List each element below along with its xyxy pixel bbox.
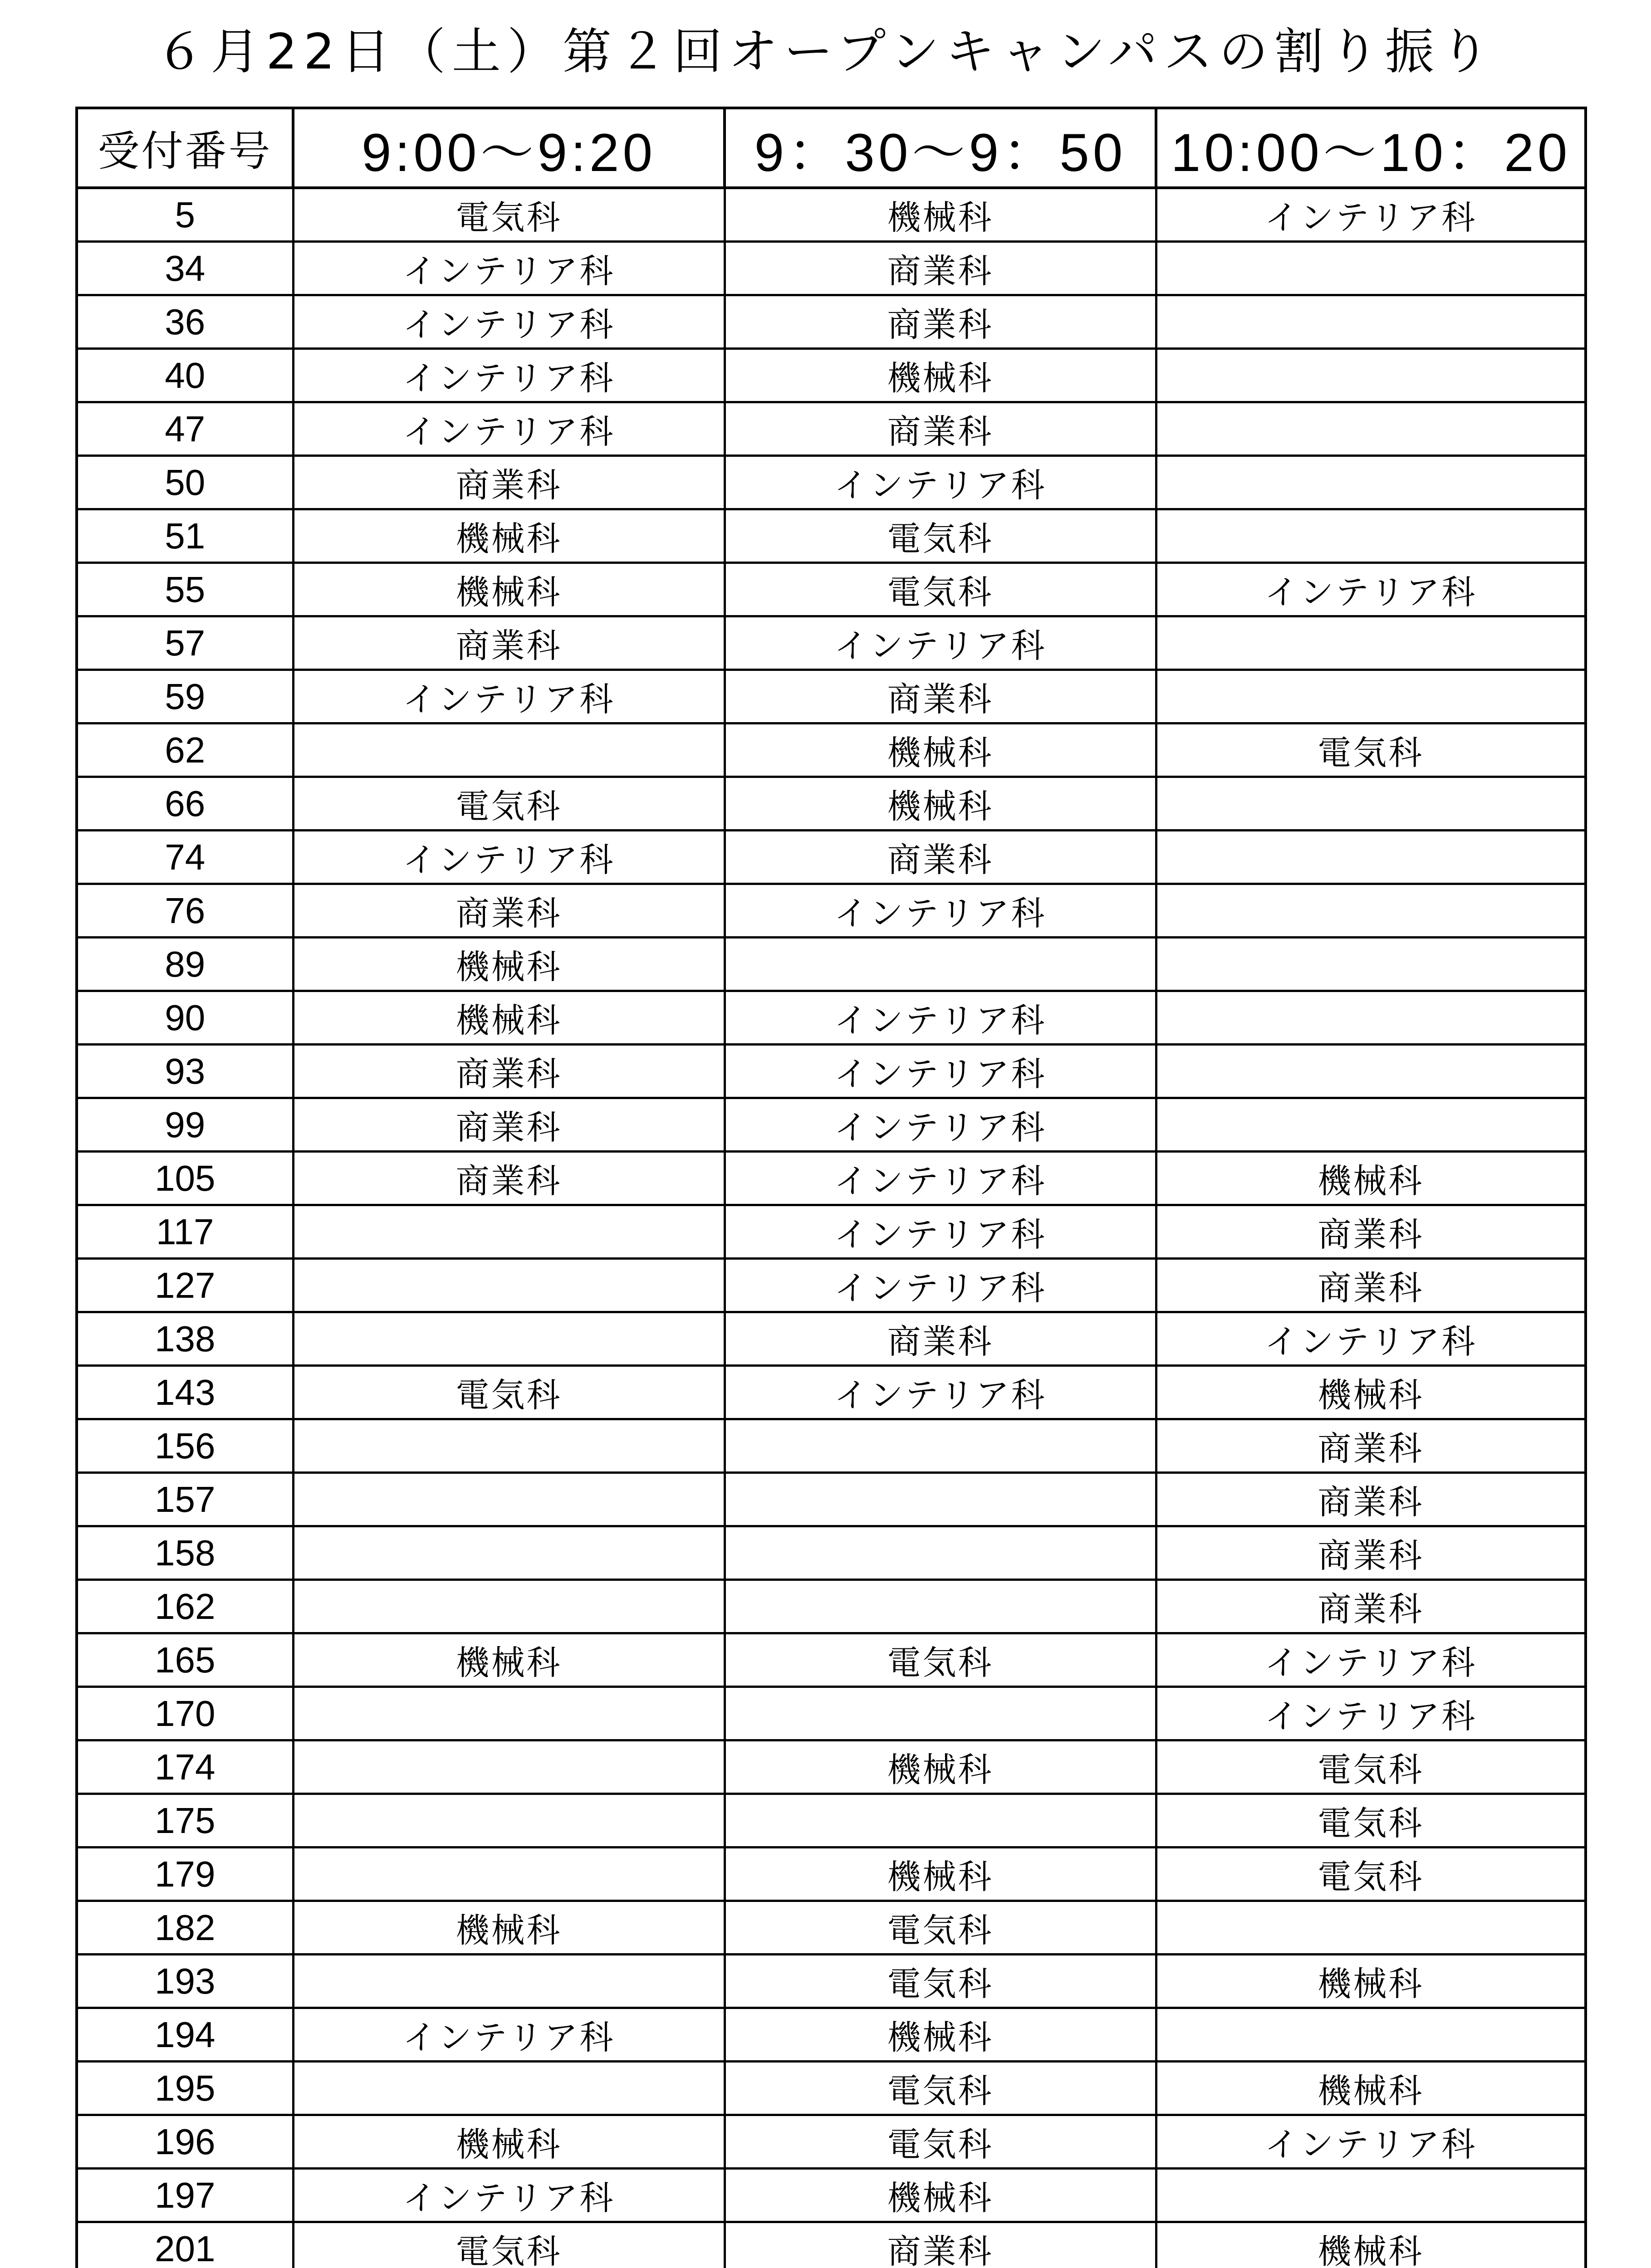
slot-1-cell: 電気科 — [293, 1366, 725, 1419]
slot-3-cell: 商業科 — [1156, 1526, 1586, 1580]
reception-number-cell: 34 — [77, 242, 293, 295]
slot-2-cell: 商業科 — [725, 402, 1156, 456]
slot-3-cell: インテリア科 — [1156, 563, 1586, 616]
slot-3-cell: 電気科 — [1156, 1848, 1586, 1901]
slot-1-cell: 商業科 — [293, 1152, 725, 1205]
slot-1-cell — [293, 1259, 725, 1312]
slot-2-cell: 商業科 — [725, 242, 1156, 295]
reception-number-cell: 57 — [77, 616, 293, 670]
reception-number-cell: 66 — [77, 777, 293, 831]
slot-3-cell: インテリア科 — [1156, 2115, 1586, 2169]
slot-1-cell — [293, 2062, 725, 2115]
slot-1-cell: 機械科 — [293, 509, 725, 563]
table-row — [77, 509, 1586, 563]
slot-2-cell: 電気科 — [725, 2115, 1156, 2169]
slot-3-cell: 電気科 — [1156, 1794, 1586, 1848]
slot-1-cell: インテリア科 — [293, 831, 725, 884]
table-row — [77, 1526, 1586, 1580]
reception-number-cell: 50 — [77, 456, 293, 509]
reception-number-cell: 175 — [77, 1794, 293, 1848]
table-row — [77, 1419, 1586, 1473]
slot-2-cell: 電気科 — [725, 1633, 1156, 1687]
reception-number-cell: 162 — [77, 1580, 293, 1633]
slot-3-cell — [1156, 295, 1586, 349]
slot-2-cell: 機械科 — [725, 2169, 1156, 2222]
table-row — [77, 2222, 1586, 2268]
reception-number-cell: 157 — [77, 1473, 293, 1526]
table-row — [77, 1955, 1586, 2008]
table-row — [77, 938, 1586, 991]
slot-3-cell: インテリア科 — [1156, 1687, 1586, 1740]
slot-3-cell: 商業科 — [1156, 1259, 1586, 1312]
reception-number-cell: 36 — [77, 295, 293, 349]
slot-3-cell: 商業科 — [1156, 1473, 1586, 1526]
slot-3-cell — [1156, 2169, 1586, 2222]
slot-3-cell — [1156, 1098, 1586, 1152]
slot-1-cell: 電気科 — [293, 777, 725, 831]
slot-1-cell — [293, 1687, 725, 1740]
slot-1-cell: インテリア科 — [293, 2169, 725, 2222]
table-row — [77, 884, 1586, 938]
reception-number-cell: 158 — [77, 1526, 293, 1580]
slot-2-cell: 機械科 — [725, 1848, 1156, 1901]
header-slot-2: 9：30〜9：50 — [725, 108, 1156, 188]
slot-3-cell — [1156, 456, 1586, 509]
table-row — [77, 1045, 1586, 1098]
table-row — [77, 2062, 1586, 2115]
slot-3-cell — [1156, 991, 1586, 1045]
table-row — [77, 2008, 1586, 2062]
table-row — [77, 831, 1586, 884]
slot-2-cell — [725, 1794, 1156, 1848]
slot-1-cell: 機械科 — [293, 2115, 725, 2169]
slot-1-cell — [293, 723, 725, 777]
table-row — [77, 723, 1586, 777]
slot-3-cell: インテリア科 — [1156, 1633, 1586, 1687]
slot-1-cell: 機械科 — [293, 563, 725, 616]
header-row — [77, 108, 1586, 188]
slot-3-cell: 電気科 — [1156, 723, 1586, 777]
slot-2-cell: 商業科 — [725, 1312, 1156, 1366]
slot-2-cell: インテリア科 — [725, 991, 1156, 1045]
slot-1-cell: インテリア科 — [293, 670, 725, 723]
reception-number-cell: 76 — [77, 884, 293, 938]
reception-number-cell: 143 — [77, 1366, 293, 1419]
slot-3-cell: 電気科 — [1156, 1740, 1586, 1794]
slot-1-cell — [293, 1580, 725, 1633]
slot-1-cell: インテリア科 — [293, 242, 725, 295]
slot-1-cell: 商業科 — [293, 1098, 725, 1152]
reception-number-cell: 89 — [77, 938, 293, 991]
table-body — [77, 188, 1586, 2268]
reception-number-cell: 127 — [77, 1259, 293, 1312]
slot-3-cell — [1156, 670, 1586, 723]
slot-3-cell — [1156, 777, 1586, 831]
page-title: ６月22日（土）第２回オープンキャンパスの割り振り — [155, 24, 1496, 80]
table-row — [77, 456, 1586, 509]
slot-1-cell — [293, 1419, 725, 1473]
slot-3-cell — [1156, 509, 1586, 563]
slot-2-cell: 商業科 — [725, 670, 1156, 723]
slot-1-cell — [293, 1848, 725, 1901]
reception-number-cell: 170 — [77, 1687, 293, 1740]
table-row — [77, 670, 1586, 723]
reception-number-cell: 99 — [77, 1098, 293, 1152]
table-row — [77, 2115, 1586, 2169]
table-row — [77, 1633, 1586, 1687]
table-row — [77, 295, 1586, 349]
slot-3-cell: 商業科 — [1156, 1419, 1586, 1473]
slot-2-cell — [725, 1419, 1156, 1473]
slot-1-cell: インテリア科 — [293, 349, 725, 402]
reception-number-cell: 93 — [77, 1045, 293, 1098]
slot-3-cell: 商業科 — [1156, 1205, 1586, 1259]
table-row — [77, 1152, 1586, 1205]
slot-2-cell: 商業科 — [725, 2222, 1156, 2268]
reception-number-cell: 195 — [77, 2062, 293, 2115]
slot-2-cell — [725, 1526, 1156, 1580]
slot-1-cell — [293, 1473, 725, 1526]
slot-2-cell: インテリア科 — [725, 616, 1156, 670]
slot-2-cell: 機械科 — [725, 188, 1156, 242]
table-row — [77, 1848, 1586, 1901]
slot-2-cell — [725, 1580, 1156, 1633]
table-row — [77, 616, 1586, 670]
reception-number-cell: 197 — [77, 2169, 293, 2222]
slot-3-cell: 商業科 — [1156, 1580, 1586, 1633]
reception-number-cell: 90 — [77, 991, 293, 1045]
slot-2-cell: インテリア科 — [725, 1366, 1156, 1419]
slot-1-cell: 機械科 — [293, 991, 725, 1045]
slot-1-cell: インテリア科 — [293, 295, 725, 349]
slot-1-cell: 機械科 — [293, 1633, 725, 1687]
slot-2-cell: 商業科 — [725, 831, 1156, 884]
slot-2-cell — [725, 1687, 1156, 1740]
slot-1-cell — [293, 1955, 725, 2008]
slot-1-cell — [293, 1205, 725, 1259]
slot-2-cell: インテリア科 — [725, 1205, 1156, 1259]
slot-2-cell: インテリア科 — [725, 1045, 1156, 1098]
table-row — [77, 349, 1586, 402]
slot-3-cell — [1156, 1045, 1586, 1098]
slot-3-cell: 機械科 — [1156, 1152, 1586, 1205]
reception-number-cell: 174 — [77, 1740, 293, 1794]
slot-2-cell: インテリア科 — [725, 1152, 1156, 1205]
slot-3-cell — [1156, 884, 1586, 938]
slot-3-cell — [1156, 242, 1586, 295]
slot-2-cell: 商業科 — [725, 295, 1156, 349]
slot-3-cell: 機械科 — [1156, 1366, 1586, 1419]
slot-1-cell — [293, 1526, 725, 1580]
slot-3-cell — [1156, 1901, 1586, 1955]
reception-number-cell: 156 — [77, 1419, 293, 1473]
table-row — [77, 1205, 1586, 1259]
slot-2-cell: インテリア科 — [725, 1259, 1156, 1312]
reception-number-cell: 55 — [77, 563, 293, 616]
slot-3-cell — [1156, 616, 1586, 670]
reception-number-cell: 117 — [77, 1205, 293, 1259]
slot-3-cell: 機械科 — [1156, 2222, 1586, 2268]
slot-1-cell: 機械科 — [293, 1901, 725, 1955]
table-row — [77, 1901, 1586, 1955]
slot-2-cell: 機械科 — [725, 723, 1156, 777]
slot-3-cell: インテリア科 — [1156, 1312, 1586, 1366]
slot-2-cell: 電気科 — [725, 1955, 1156, 2008]
reception-number-cell: 201 — [77, 2222, 293, 2268]
reception-number-cell: 193 — [77, 1955, 293, 2008]
table-row — [77, 1580, 1586, 1633]
table-row — [77, 188, 1586, 242]
reception-number-cell: 5 — [77, 188, 293, 242]
slot-3-cell — [1156, 402, 1586, 456]
table-row — [77, 2169, 1586, 2222]
reception-number-cell: 74 — [77, 831, 293, 884]
slot-1-cell: 商業科 — [293, 616, 725, 670]
slot-2-cell: 機械科 — [725, 1740, 1156, 1794]
slot-3-cell: 機械科 — [1156, 1955, 1586, 2008]
reception-number-cell: 47 — [77, 402, 293, 456]
slot-2-cell — [725, 1473, 1156, 1526]
slot-1-cell — [293, 1312, 725, 1366]
slot-1-cell: インテリア科 — [293, 2008, 725, 2062]
reception-number-cell: 105 — [77, 1152, 293, 1205]
table-row — [77, 242, 1586, 295]
slot-1-cell: 商業科 — [293, 884, 725, 938]
slot-2-cell: 機械科 — [725, 349, 1156, 402]
reception-number-cell: 40 — [77, 349, 293, 402]
slot-1-cell: インテリア科 — [293, 402, 725, 456]
header-reception-number: 受付番号 — [77, 108, 293, 188]
table-row — [77, 991, 1586, 1045]
table-row — [77, 1473, 1586, 1526]
slot-3-cell — [1156, 349, 1586, 402]
slot-3-cell — [1156, 2008, 1586, 2062]
reception-number-cell: 194 — [77, 2008, 293, 2062]
slot-2-cell: 電気科 — [725, 509, 1156, 563]
slot-1-cell: 商業科 — [293, 456, 725, 509]
slot-2-cell: インテリア科 — [725, 456, 1156, 509]
slot-1-cell — [293, 1794, 725, 1848]
slot-2-cell — [725, 938, 1156, 991]
slot-2-cell: インテリア科 — [725, 884, 1156, 938]
slot-1-cell: 電気科 — [293, 2222, 725, 2268]
reception-number-cell: 51 — [77, 509, 293, 563]
reception-number-cell: 59 — [77, 670, 293, 723]
table-row — [77, 1687, 1586, 1740]
slot-1-cell — [293, 1740, 725, 1794]
assignment-table — [75, 107, 1587, 2268]
reception-number-cell: 182 — [77, 1901, 293, 1955]
reception-number-cell: 179 — [77, 1848, 293, 1901]
header-slot-1: 9:00〜9:20 — [293, 108, 725, 188]
slot-2-cell: 電気科 — [725, 563, 1156, 616]
table-row — [77, 402, 1586, 456]
slot-1-cell: 商業科 — [293, 1045, 725, 1098]
table-row — [77, 777, 1586, 831]
reception-number-cell: 165 — [77, 1633, 293, 1687]
table-row — [77, 1366, 1586, 1419]
header-slot-3: 10:00〜10：20 — [1156, 108, 1586, 188]
slot-2-cell: 機械科 — [725, 777, 1156, 831]
table-row — [77, 1740, 1586, 1794]
table-row — [77, 1259, 1586, 1312]
slot-1-cell: 機械科 — [293, 938, 725, 991]
table-row — [77, 563, 1586, 616]
slot-3-cell — [1156, 938, 1586, 991]
table-row — [77, 1312, 1586, 1366]
table-row — [77, 1794, 1586, 1848]
reception-number-cell: 138 — [77, 1312, 293, 1366]
slot-3-cell — [1156, 831, 1586, 884]
slot-3-cell: 機械科 — [1156, 2062, 1586, 2115]
reception-number-cell: 196 — [77, 2115, 293, 2169]
slot-2-cell: 機械科 — [725, 2008, 1156, 2062]
slot-3-cell: インテリア科 — [1156, 188, 1586, 242]
reception-number-cell: 62 — [77, 723, 293, 777]
slot-2-cell: 電気科 — [725, 1901, 1156, 1955]
slot-1-cell: 電気科 — [293, 188, 725, 242]
slot-2-cell: 電気科 — [725, 2062, 1156, 2115]
table-row — [77, 1098, 1586, 1152]
slot-2-cell: インテリア科 — [725, 1098, 1156, 1152]
